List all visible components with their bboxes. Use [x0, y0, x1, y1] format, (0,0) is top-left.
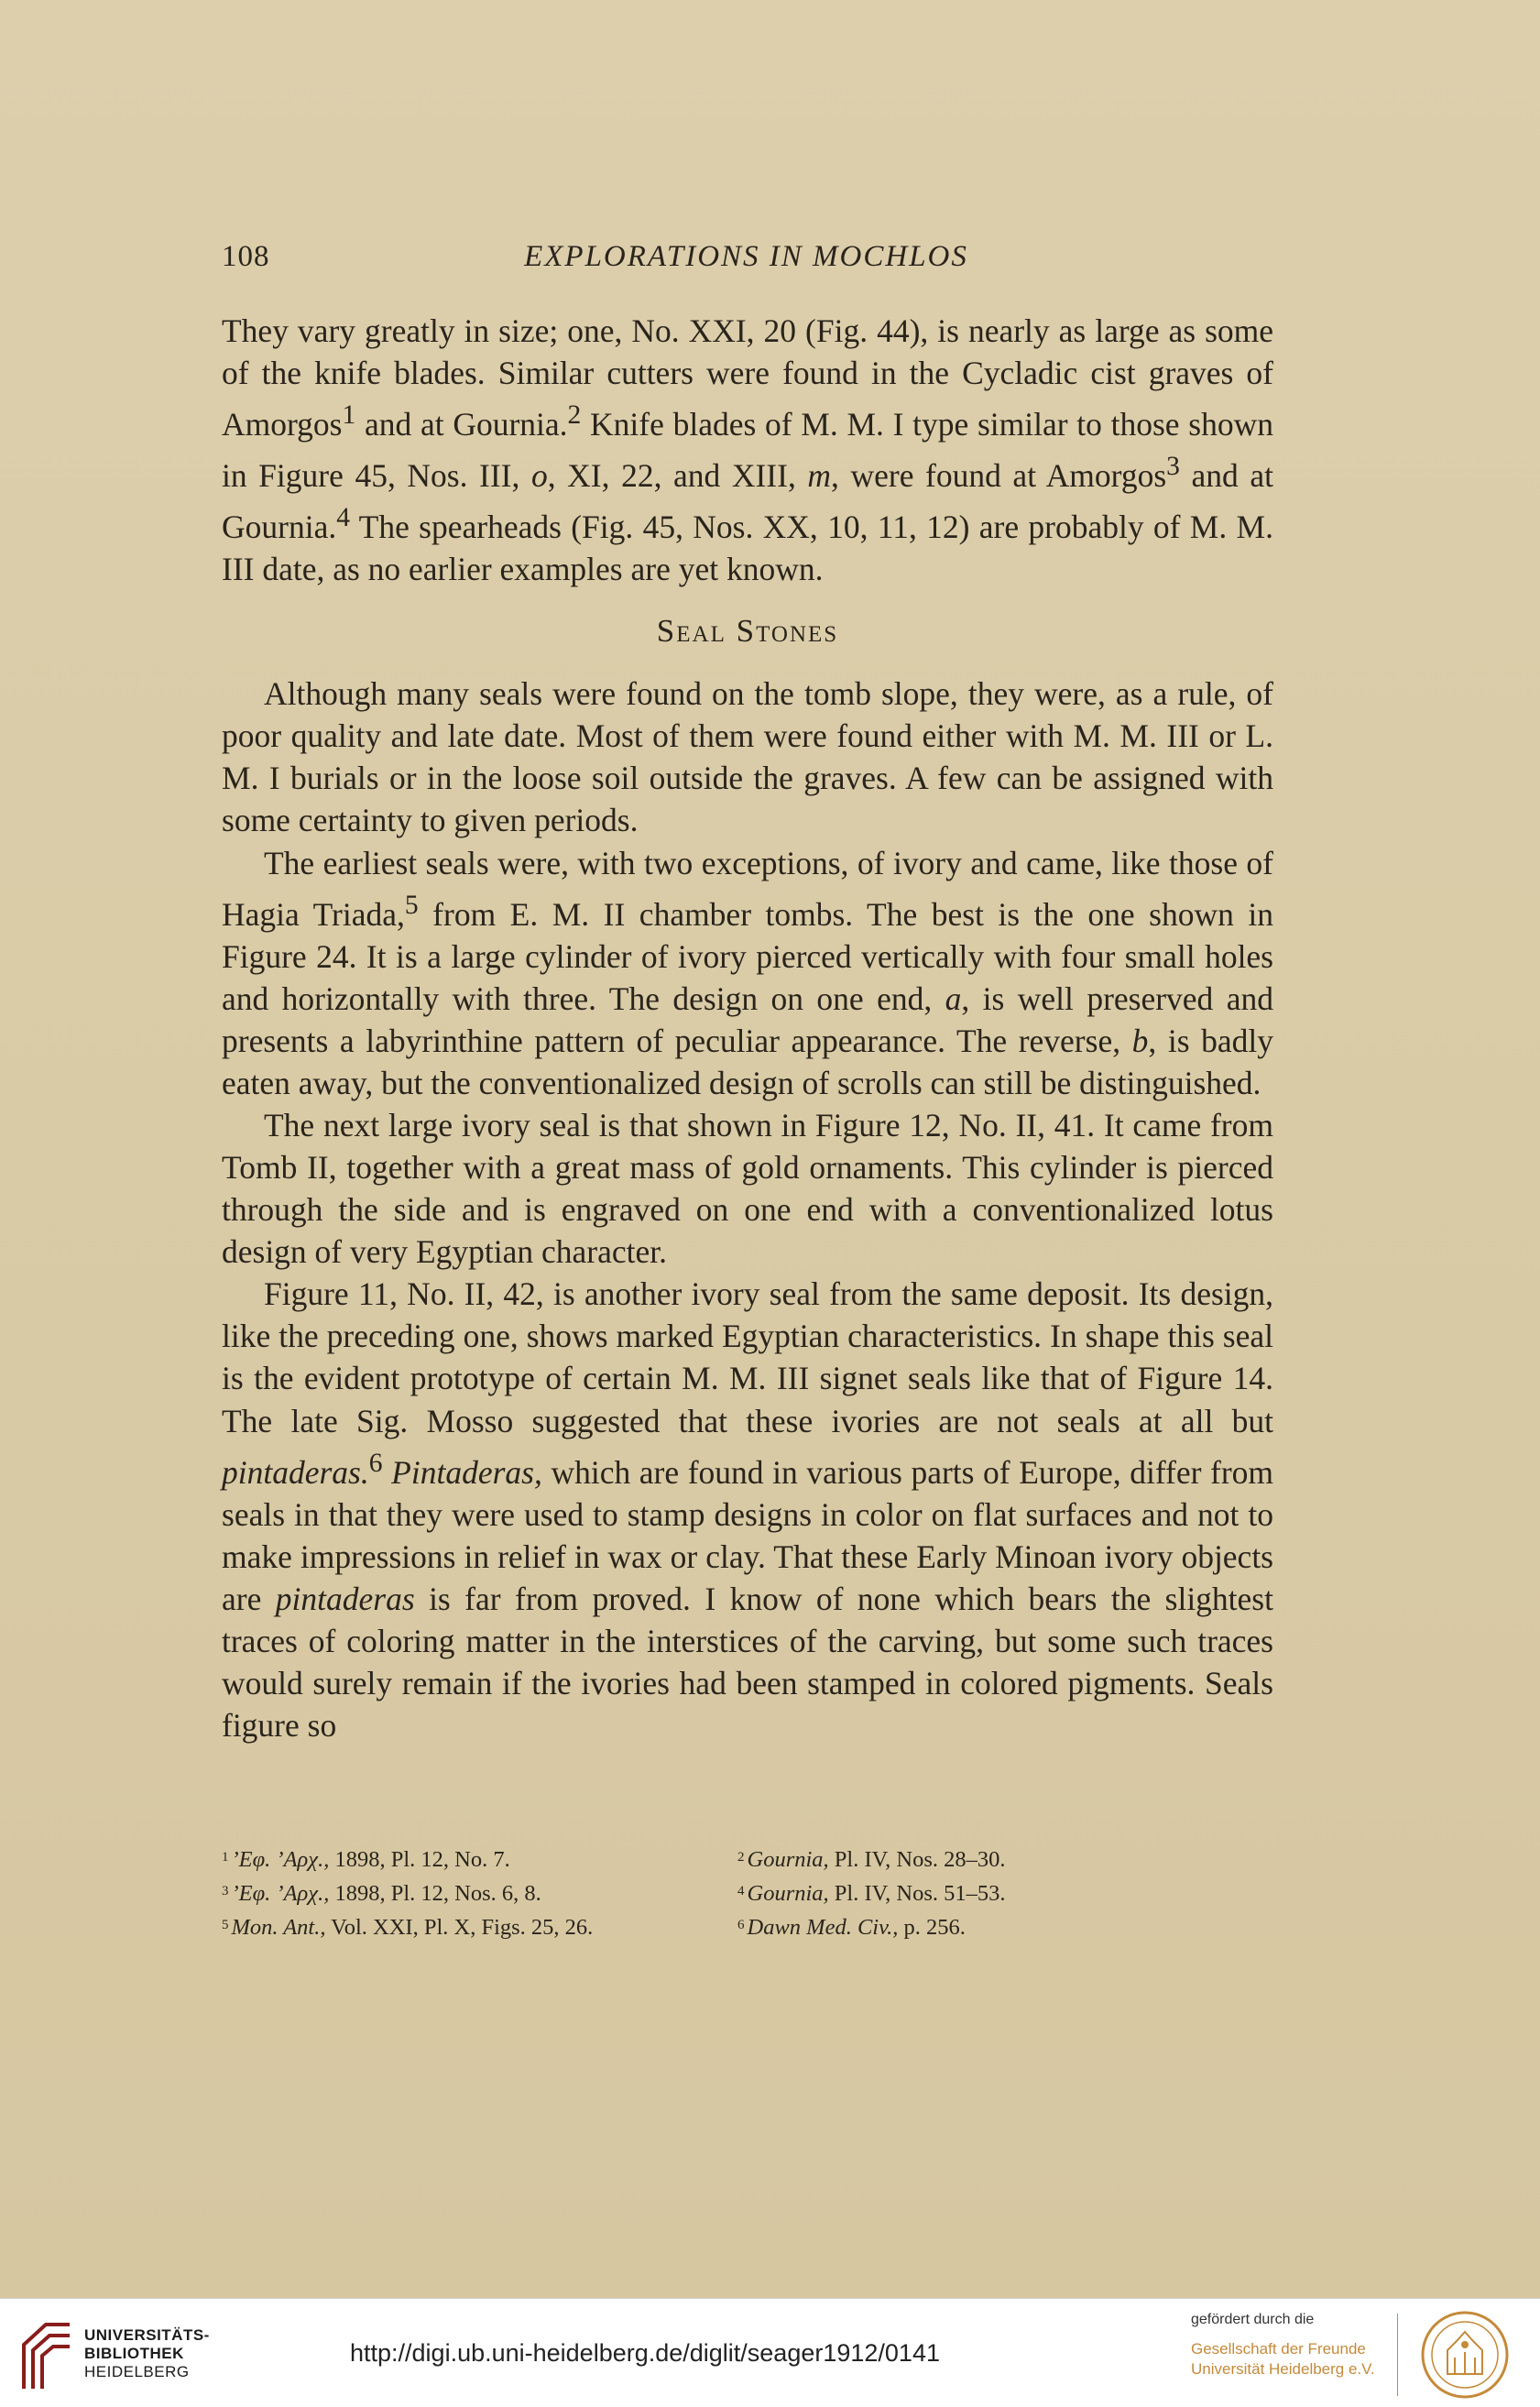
paragraph: The earliest seals were, with two exceptions, of ivory and came, like those of Hagia Triada,$^5$ from E. M. II chamber tombs. The best is the one shown in Figure 24. It is a large cylinder of ivory pierced vertically with four small holes and horizontally with three. The design on one end, a, is well preserved and presents a labyrinthine pattern of peculiar appearance. The reverse, b, is badly eaten away, but the conventionalized design of scrolls can still be distinguished.	[222, 844, 1273, 1101]
footnote: $^1$ ’Εφ. ’Αρχ., 1898, Pl. 12, No. 7.	[222, 1847, 510, 1872]
footnotes-right-column	[737, 1842, 1269, 1943]
footnote: $^3$ ’Εφ. ’Αρχ., 1898, Pl. 12, Nos. 6, 8.	[222, 1881, 541, 1906]
body-text	[222, 310, 1273, 1746]
paragraph: Although many seals were found on the tomb slope, they were, as a rule, of poor quality and late date. Most of them were found either with M. M. III or L. M. I burials or in the loose soil outside the graves. A few can be assigned with some certainty to given periods.	[222, 675, 1273, 839]
page-header	[222, 240, 1271, 284]
society-name[interactable]: Gesellschaft der Freunde Universität Heidelberg e.V.	[1191, 2340, 1375, 2378]
footer-divider	[1397, 2314, 1398, 2396]
section-heading: Seal Stones	[656, 613, 839, 650]
footnote: $^2$ Gournia, Pl. IV, Nos. 28–30.	[737, 1847, 1006, 1872]
library-name[interactable]: UNIVERSITÄTS- BIBLIOTHEK HEIDELBERG	[84, 2326, 210, 2380]
footnote: $^5$ Mon. Ant., Vol. XXI, Pl. X, Figs. 25, 26.	[222, 1915, 594, 1940]
library-logo-icon[interactable]	[18, 2317, 75, 2392]
permalink-url[interactable]: http://digi.ub.uni-heidelberg.de/diglit/seager1912/0141	[350, 2339, 940, 2367]
university-seal-icon[interactable]	[1420, 2310, 1510, 2400]
page-number: 108	[222, 240, 270, 273]
footnote: $^6$ Dawn Med. Civ., p. 256.	[737, 1915, 966, 1940]
running-title: EXPLORATIONS IN MOCHLOS	[524, 240, 968, 273]
paragraph: The next large ivory seal is that shown in Figure 12, No. II, 41. It came from Tomb II, together with a great mass of gold ornaments. This cylinder is pierced through the side and is engraved on one end with a conventionalized lotus design of very Egyptian character.	[222, 1106, 1273, 1271]
footnotes-left-column	[222, 1842, 735, 1943]
footnote: $^4$ Gournia, Pl. IV, Nos. 51–53.	[737, 1881, 1006, 1906]
funded-by-label: gefördert durch die	[1191, 2312, 1315, 2327]
paragraph: Figure 11, No. II, 42, is another ivory seal from the same deposit. Its design, like the preceding one, shows marked Egyptian characteristics. In shape this seal is the evident prototype of certain M. M. III signet seals like that of Figure 14. The late Sig. Mosso suggested that these ivories are not seals at all but pintaderas.$^6$ Pintaderas, which are found in various parts of Europe, differ from seals in that they were used to stamp designs in color on flat surfaces and not to make impressions in relief in wax or clay. That these Early Minoan ivory objects are pintaderas is far from proved. I know of none which bears the slightest traces of coloring matter in the interstices of the carving, but some such traces would surely remain if the ivories had been stamped in colored pigments. Seals figure so	[222, 1275, 1274, 1745]
paragraph: They vary greatly in size; one, No. XXI, 20 (Fig. 44), is nearly as large as some of the knife blades. Similar cutters were found in the Cycladic cist graves of Amorgos$^1$ and at Gournia.$^2$ Knife blades of M. M. I type similar to those shown in Figure 45, Nos. III, o, XI, 22, and XIII, m, were found at Amorgos$^3$ and at Gournia.$^4$ The spearheads (Fig. 45, Nos. XX, 10, 11, 12) are probably of M. M. III date, as no earlier examples are yet known.	[222, 312, 1273, 587]
viewer-footer	[0, 2298, 1540, 2407]
